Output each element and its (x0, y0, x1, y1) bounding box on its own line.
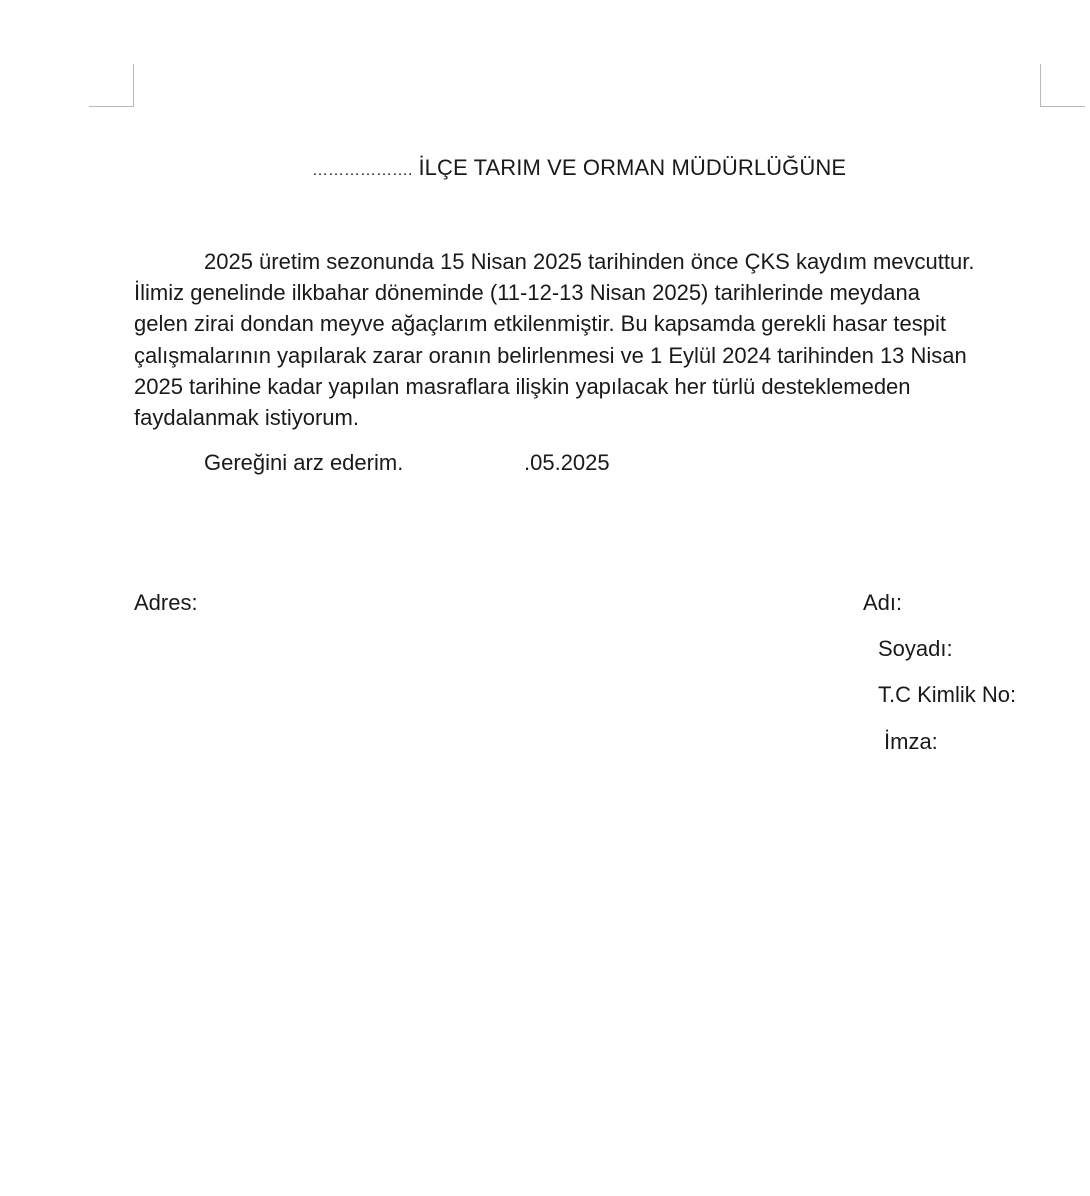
surname-label: Soyadı: (878, 636, 953, 661)
body-line-4: çalışmalarının yapılarak zarar oranın belirlenmesi ve 1 Eylül 2024 tarihinden 13 Nisan (134, 342, 967, 368)
crop-mark-right (1040, 64, 1085, 107)
tc-id-label: T.C Kimlik No: (878, 682, 1017, 707)
signature-label: İmza: (884, 729, 938, 754)
document-heading (312, 155, 846, 181)
heading-blank: ………………. (312, 162, 413, 179)
body-line-5: 2025 tarihine kadar yapılan masraflara ilişkin yapılacak her türlü desteklemeden (134, 373, 911, 399)
heading-title: İLÇE TARIM VE ORMAN MÜDÜRLÜĞÜNE (418, 155, 847, 180)
date-field: .05.2025 (524, 450, 610, 475)
body-line-2: İlimiz genelinde ilkbahar döneminde (11-12-13 Nisan 2025) tarihlerinde meydana (134, 280, 920, 306)
crop-mark-left (89, 64, 134, 107)
address-label: Adres: (134, 590, 198, 615)
body-line-1: 2025 üretim sezonunda 15 Nisan 2025 tarihinden önce ÇKS kaydım mevcuttur. (204, 249, 975, 274)
petition-body (134, 246, 1034, 433)
name-label: Adı: (863, 590, 903, 615)
body-line-3: gelen zirai dondan meyve ağaçlarım etkilenmiştir. Bu kapsamda gerekli hasar tespit (134, 311, 946, 337)
closing-statement: Gereğini arz ederim. (204, 450, 404, 475)
body-line-6: faydalanmak istiyorum. (134, 405, 359, 431)
